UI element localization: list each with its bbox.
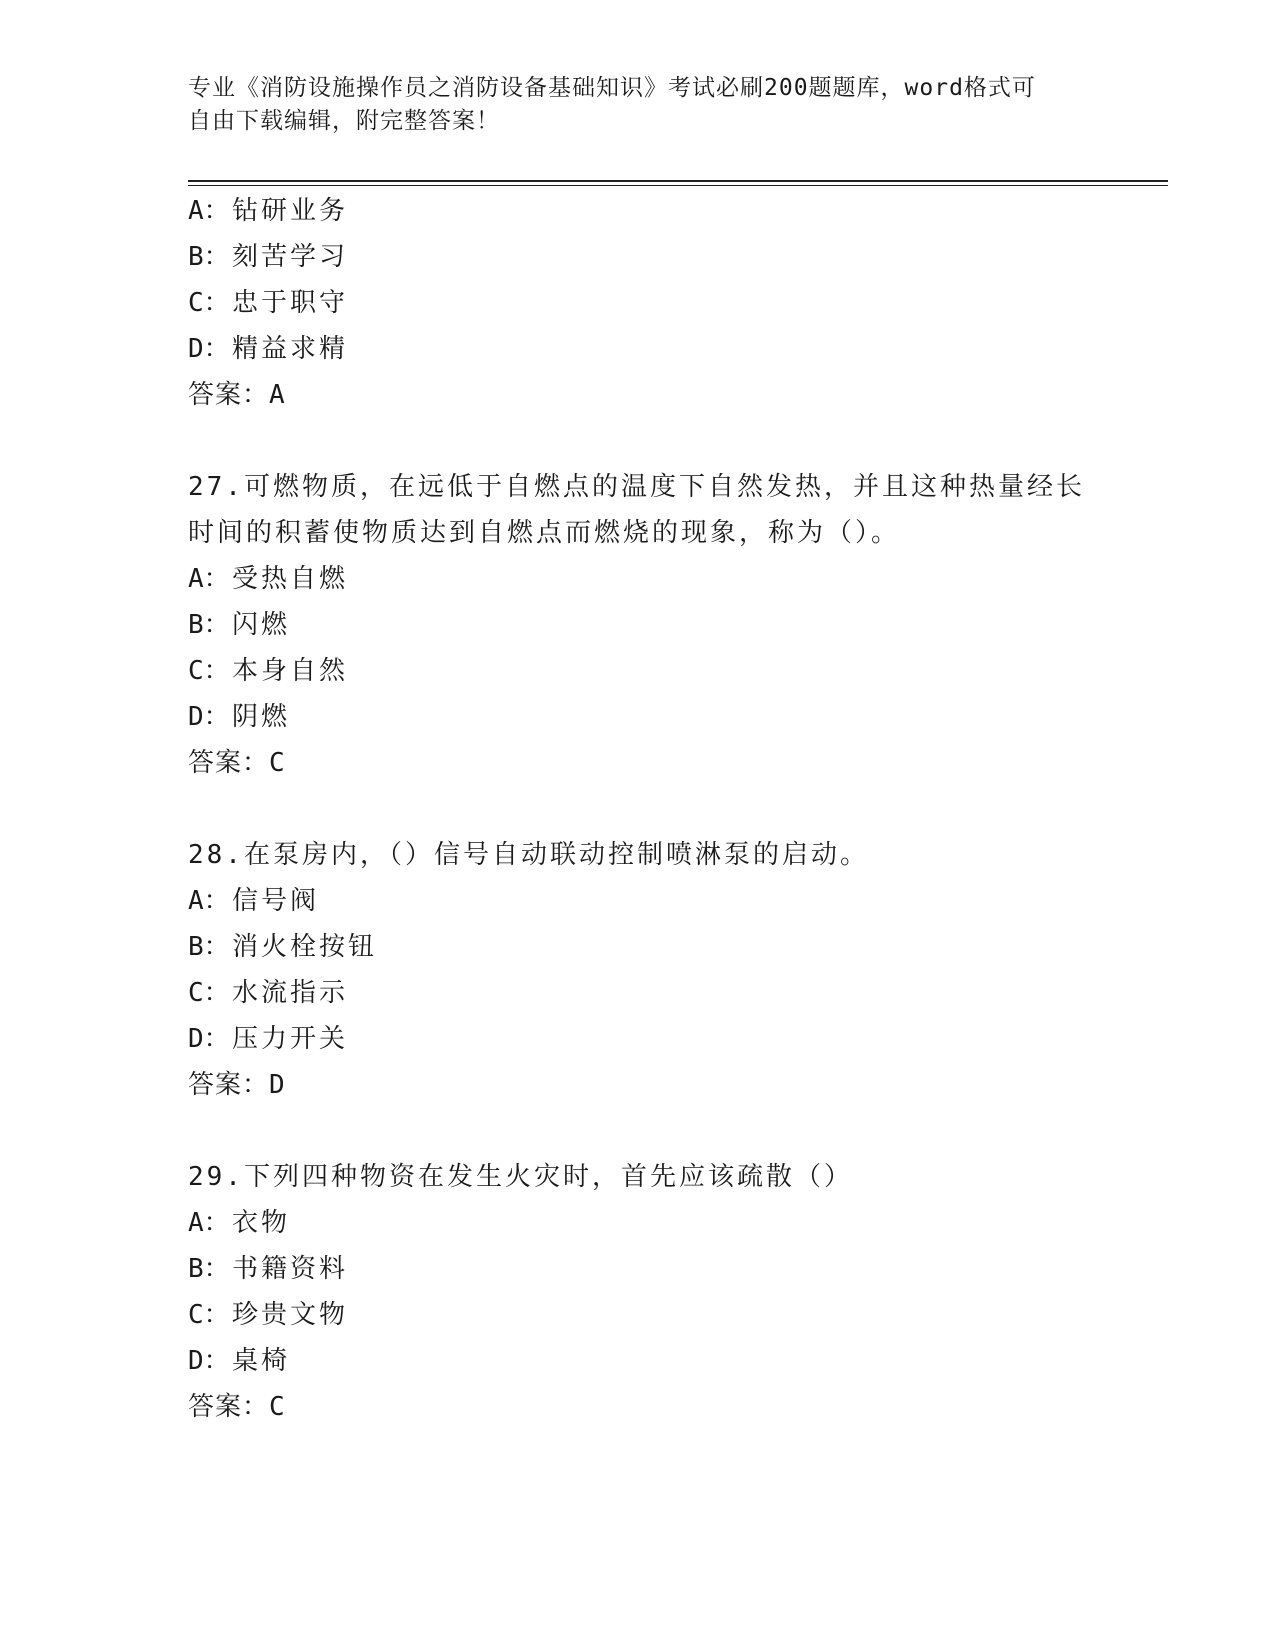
option-text: 刻苦学习: [232, 242, 349, 272]
question-stem: [188, 464, 1088, 556]
option-c: [188, 970, 1088, 1016]
option-key: C：: [188, 288, 230, 318]
option-text: 压力开关: [232, 1024, 349, 1054]
question-stem-line-2: 时间的积蓄使物质达到自燃点而燃烧的现象，称为（）。: [188, 518, 901, 548]
option-text: 闪燃: [232, 610, 291, 640]
option-key: B：: [188, 610, 230, 640]
header-divider-thick: [188, 180, 1168, 182]
question-list: [188, 188, 1088, 1430]
header-divider-thin: [188, 185, 1168, 186]
option-text: 钻研业务: [232, 196, 349, 226]
option-key: A：: [188, 564, 230, 594]
option-key: D：: [188, 334, 230, 364]
option-text: 信号阀: [232, 886, 320, 916]
option-c: [188, 648, 1088, 694]
question-stem: [188, 832, 1088, 878]
option-a: [188, 556, 1088, 602]
option-text: 本身自然: [232, 656, 349, 686]
question-block-27: [188, 464, 1088, 786]
header-title-line-2: 自由下载编辑，附完整答案！: [188, 108, 500, 134]
option-d: [188, 694, 1088, 740]
option-text: 衣物: [232, 1208, 291, 1238]
option-key: D：: [188, 702, 230, 732]
question-block-29: [188, 1154, 1088, 1430]
option-c: [188, 280, 1088, 326]
option-text: 水流指示: [232, 978, 349, 1008]
option-d: [188, 1016, 1088, 1062]
answer-line: 答案：D: [188, 1070, 286, 1100]
option-key: A：: [188, 1208, 230, 1238]
option-d: [188, 1338, 1088, 1384]
option-b: [188, 234, 1088, 280]
option-a: [188, 878, 1088, 924]
question-stem: [188, 1154, 1088, 1200]
spacer: [188, 786, 1088, 832]
option-text: 阴燃: [232, 702, 291, 732]
option-text: 受热自燃: [232, 564, 349, 594]
option-key: B：: [188, 1254, 230, 1284]
option-a: [188, 1200, 1088, 1246]
option-c: [188, 1292, 1088, 1338]
answer-line: 答案：C: [188, 1392, 286, 1422]
option-key: C：: [188, 656, 230, 686]
option-text: 忠于职守: [232, 288, 349, 318]
option-key: B：: [188, 932, 230, 962]
question-block-28: [188, 832, 1088, 1108]
spacer: [188, 418, 1088, 464]
option-text: 书籍资料: [232, 1254, 349, 1284]
option-key: D：: [188, 1346, 230, 1376]
option-key: A：: [188, 886, 230, 916]
option-d: [188, 326, 1088, 372]
option-a: [188, 188, 1088, 234]
option-b: [188, 924, 1088, 970]
option-text: 珍贵文物: [232, 1300, 349, 1330]
header-title-line-1: 专业《消防设施操作员之消防设备基础知识》考试必刷200题题库，word格式可: [188, 75, 1036, 101]
spacer: [188, 1108, 1088, 1154]
question-block-prev: [188, 188, 1088, 418]
option-b: [188, 1246, 1088, 1292]
question-stem-line-1: 28.在泵房内，（）信号自动联动控制喷淋泵的启动。: [188, 840, 869, 870]
option-key: B：: [188, 242, 230, 272]
option-key: C：: [188, 978, 230, 1008]
option-text: 桌椅: [232, 1346, 291, 1376]
answer-line: 答案：C: [188, 748, 286, 778]
page-header: [188, 72, 1088, 138]
answer-line: 答案：A: [188, 380, 286, 410]
question-stem-line-1: 29.下列四种物资在发生火灾时，首先应该疏散（）: [188, 1162, 853, 1192]
option-b: [188, 602, 1088, 648]
option-key: A：: [188, 196, 230, 226]
option-key: D：: [188, 1024, 230, 1054]
option-text: 消火栓按钮: [232, 932, 378, 962]
option-text: 精益求精: [232, 334, 349, 364]
question-stem-line-1: 27.可燃物质，在远低于自燃点的温度下自然发热，并且这种热量经长: [188, 472, 1085, 502]
option-key: C：: [188, 1300, 230, 1330]
